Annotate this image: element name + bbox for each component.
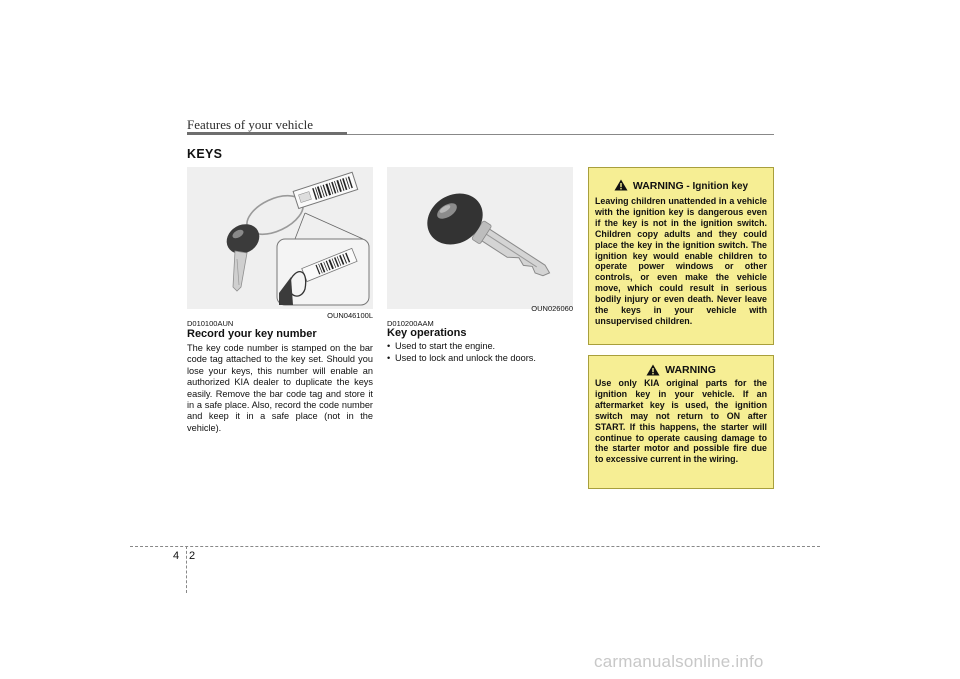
ref-code-left: D010100AUN bbox=[187, 319, 234, 328]
warning-body-ignition-key: Leaving children unattended in a vehicle with the ignition key is dangerous even if the key is not in the ignition switch. Children copy adults and they could place the key in the ignition switch. The ignition key would enable children to operate power windows or other controls, or even make the vehicle move, which could result in serious bodily injury or even death. Never leave the keys in your vehicle with unsupervised children. bbox=[595, 196, 767, 326]
paragraph-key-number: The key code number is stamped on the bar code tag attached to the key set. Should you lose your keys, this number will enable an authorized KIA dealer to duplicate the keys easily. Remove the bar code tag and store it in a safe place. Also, record the code number and keep it in a safe place (not in the vehicle). bbox=[187, 343, 373, 433]
warning-title-text: WARNING bbox=[665, 364, 716, 376]
key-illustration bbox=[387, 167, 573, 309]
warning-header bbox=[595, 176, 767, 194]
heading-key-operations: Key operations bbox=[387, 327, 467, 339]
key-with-tag-image bbox=[187, 167, 373, 309]
key-image bbox=[387, 167, 573, 309]
key-set-illustration bbox=[187, 167, 373, 309]
footer-rule bbox=[130, 546, 820, 547]
chapter-number: 4 bbox=[173, 550, 180, 562]
watermark-text: carmanualsonline.info bbox=[594, 652, 764, 671]
figure-code-left: OUN046100L bbox=[327, 311, 373, 320]
heading-record-key-number: Record your key number bbox=[187, 328, 317, 340]
section-title: KEYS bbox=[187, 147, 223, 161]
warning-triangle-icon bbox=[646, 364, 660, 376]
warning-body-original-parts: Use only KIA original parts for the ignition key in your vehicle. If an aftermarket key is used, the ignition switch may not return to ON after START. If this happens, the starter will continue to operate causing damage to the starter motor and possible fire due to excessive current in the wiring. bbox=[595, 378, 767, 465]
warning-title-text: WARNING - Ignition key bbox=[632, 180, 749, 192]
warning-header bbox=[595, 364, 767, 376]
page-header-title: Features of your vehicle bbox=[187, 117, 313, 132]
warning-triangle-icon bbox=[614, 179, 628, 191]
warning-box-original-parts bbox=[588, 355, 774, 489]
key-operations-list bbox=[387, 341, 573, 364]
figure-code-middle: OUN026060 bbox=[531, 304, 573, 313]
list-item: • Used to start the engine. bbox=[387, 341, 573, 353]
warning-box-ignition-key bbox=[588, 167, 774, 345]
header-accent-bar bbox=[187, 132, 347, 135]
page-number: 2 bbox=[189, 550, 196, 562]
footer-divider bbox=[186, 546, 187, 593]
ref-code-middle: D010200AAM bbox=[387, 319, 434, 328]
list-item: • Used to lock and unlock the doors. bbox=[387, 353, 573, 365]
